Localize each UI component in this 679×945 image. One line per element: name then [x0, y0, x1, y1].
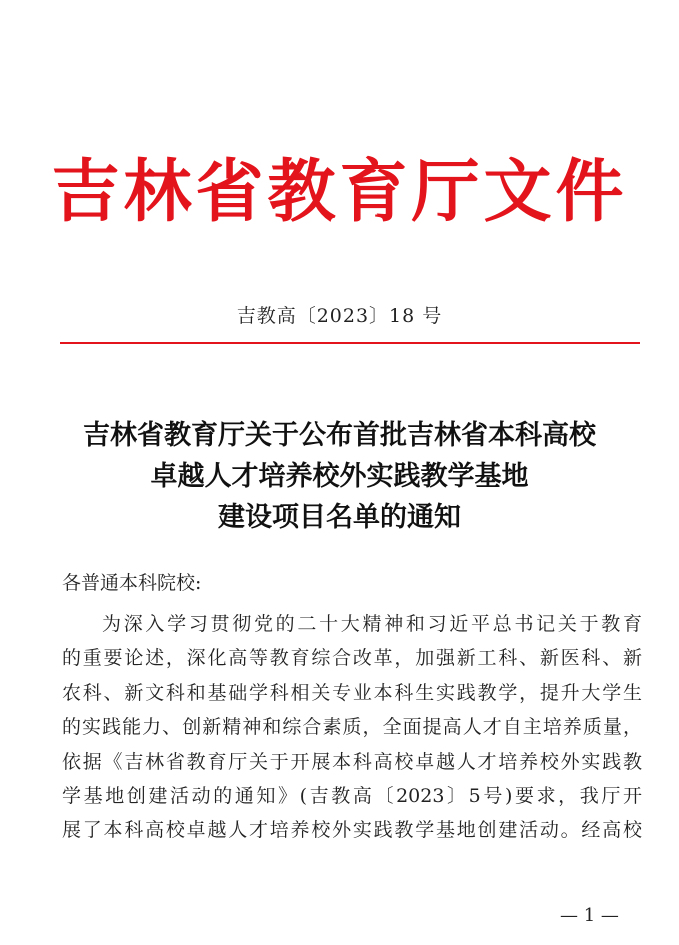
page-number: — 1 — [560, 905, 619, 926]
notice-title [0, 415, 679, 538]
body-line: 的实践能力、创新精神和综合素质，全面提高人才自主培养质量， [62, 716, 642, 739]
document-number: 吉教高〔2023〕18 号 [236, 305, 443, 327]
body-line: 为深入学习贯彻党的二十大精神和习近平总书记关于教育 [102, 613, 642, 635]
salutation: 各普通本科院校: [62, 572, 202, 594]
body-line: 农科、新文科和基础学科相关专业本科生实践教学，提升大学生 [62, 681, 642, 704]
notice-title-line: 吉林省教育厅关于公布首批吉林省本科高校 [83, 420, 596, 451]
document-header-title: 吉林省教育厅文件 [51, 152, 628, 232]
red-separator-line [60, 342, 640, 344]
notice-title-line: 卓越人才培养校外实践教学基地 [150, 461, 529, 492]
body-line: 的重要论述，深化高等教育综合改革，加强新工科、新医科、新 [62, 647, 642, 670]
body-line: 展了本科高校卓越人才培养校外实践教学基地创建活动。经高校 [62, 819, 642, 842]
body-line: 依据《吉林省教育厅关于开展本科高校卓越人才培养校外实践教 [62, 750, 642, 773]
body-line: 学基地创建活动的通知》(吉教高〔2023〕5号)要求，我厅开 [62, 784, 642, 807]
notice-title-line: 建设项目名单的通知 [218, 502, 461, 533]
body-paragraph [62, 607, 642, 848]
